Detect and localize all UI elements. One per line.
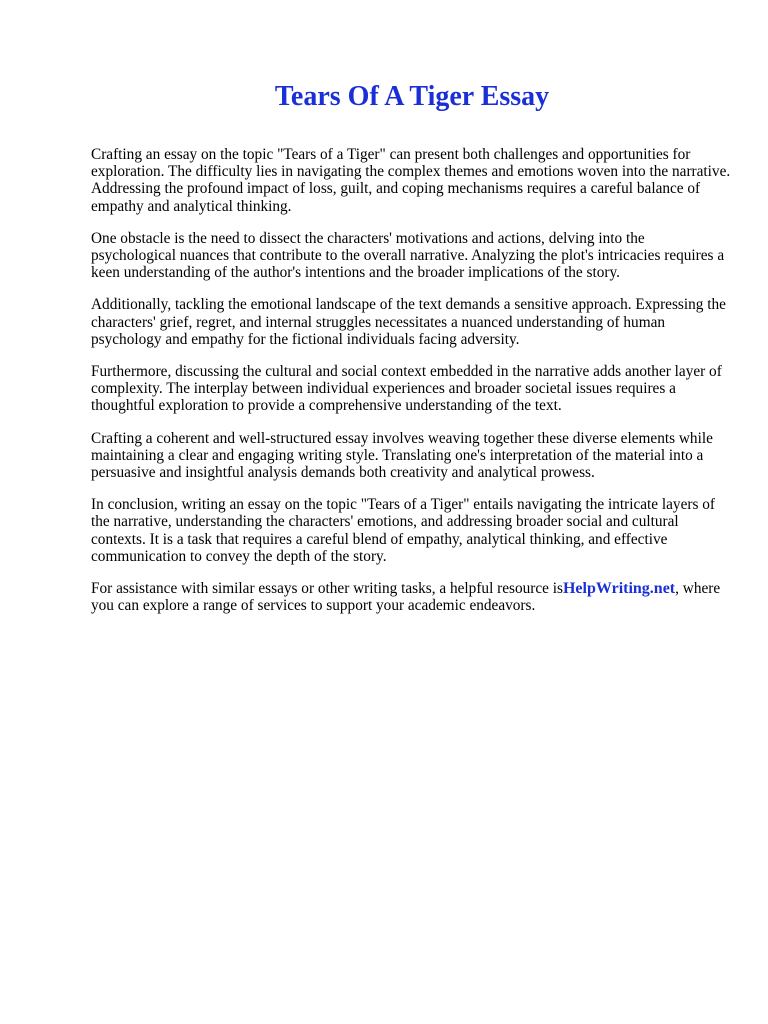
paragraph-emotional-landscape: Additionally, tackling the emotional landscape of the text demands a sensitive approach. Expressing the characters' grief, regret, and internal struggles necessitates a nuanced understanding of human psychology and empathy for the fictional individuals facing adversity. [91,296,726,348]
paragraph-structure: Crafting a coherent and well-structured essay involves weaving together these diverse elements while maintaining a clear and engaging writing style. Translating one's interpretation of the material into a persuasive and insightful analysis demands both creativity and analytical prowess. [91,429,713,482]
paragraph-cultural-context: Furthermore, discussing the cultural and social context embedded in the narrative adds another layer of complexity. The interplay between individual experiences and broader societal issues requires a thoughtful exploration to provide a comprehensive understanding of the text. [91,363,722,415]
closing-text-after: , where you can explore a range of services to support your academic endeavors. [91,580,721,615]
closing-text-before: For assistance with similar essays or other writing tasks, a helpful resource is [91,580,563,598]
essay-body [91,146,731,629]
paragraph-characters: One obstacle is the need to dissect the characters' motivations and actions, delving into the psychological nuances that contribute to the overall narrative. Analyzing the plot's intricacies requires a keen understanding of the author's intentions and the broader implications of the story. [91,229,725,282]
helpwriting-link[interactable]: HelpWriting.net [562,580,676,598]
paragraph-conclusion: In conclusion, writing an essay on the topic "Tears of a Tiger" entails navigating the intricate layers of the narrative, understanding the characters' emotions, and addressing broader social and cultural contexts. It is a task that requires a careful blend of empathy, analytical thinking, and effective communication to convey the depth of the story. [91,496,715,565]
page-title: Tears Of A Tiger Essay [274,81,550,112]
paragraph-intro: Crafting an essay on the topic "Tears of a Tiger" can present both challenges and opportunities for exploration. The difficulty lies in navigating the complex themes and emotions woven into the narrative. Addressing the profound impact of loss, guilt, and coping mechanisms requires a careful balance of empathy and analytical thinking. [91,146,731,215]
paragraph-closing [91,580,731,614]
